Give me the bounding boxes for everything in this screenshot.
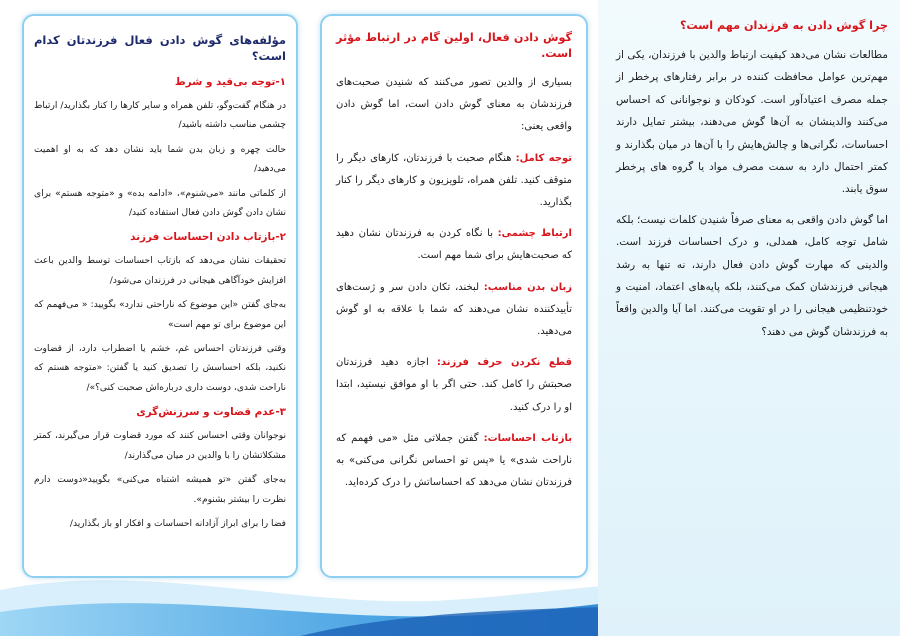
desc-no-interrupt: اجازه دهید فرزندتان صحبتش را کامل کند. حتی اگر با او موافق نیستید، ابتدا او را درک کنید. [336, 357, 572, 413]
term-no-interrupt: قطع نکردن حرف فرزند: [436, 357, 573, 369]
section-heading-2: ۲-بازتاب دادن احساسات فرزند [130, 231, 286, 244]
list-item-full-attention [336, 148, 572, 215]
term-eye-contact: ارتباط چشمی: [497, 228, 572, 240]
section-heading-3: ۳-عدم قضاوت و سرزنش‌گری [136, 406, 286, 419]
right-column [598, 0, 900, 636]
section-heading-1: ۱-توجه بی‌قید و شرط [174, 76, 286, 88]
right-column-title: چرا گوش دادن به فرزندان مهم است؟ [679, 19, 888, 32]
term-body-language: زبان بدن مناسب: [483, 281, 572, 293]
right-paragraph-1: مطالعات نشان می‌دهد کیفیت ارتباط والدین با فرزندان، یکی از مهم‌ترین عوامل محافظت کننده در برابر رفتارهای پرخطر از جمله مصرف اعتیادآور است. کودکان و نوجوانانی که احساس می‌کنند والدینشان به آن‌ها گوش می‌دهند، بیشتر تمایل دارند احساسات، نگرانی‌ها و چالش‌هایش را با آن‌ها در میان بگذارند و کمتر احتمال دارد به سمت مصرف مواد یا گروه های پرخطر سوق یابند. [616, 49, 888, 196]
list-item: نوجوانان وقتی احساس کنند که مورد قضاوت قرار می‌گیرند، کمتر مشکلاتشان را با والدین در میان می‌گذارند/ [34, 431, 286, 461]
list-item-reflect-feelings [336, 428, 572, 495]
term-reflect-feelings: بازتاب احساسات: [483, 432, 572, 444]
list-item: حالت چهره و زبان بدن شما باید نشان دهد که به او اهمیت می‌دهید/ [34, 144, 286, 175]
list-item: به‌جای گفتن «این موضوع که ناراحتی ندارد» بگویید: « می‌فهمم که این موضوع برای تو مهم است» [34, 300, 286, 330]
right-paragraph-2: اما گوش دادن واقعی به معنای صرفاً شنیدن کلمات نیست؛ بلکه شامل توجه کامل، همدلی، و درک احساسات فرزند است. والدینی که مهارت گوش دادن فعال دارند، نه تنها به رشد هیجانی فرزندشان کمک می‌کنند، بلکه پایه‌های اعتماد، امنیت و خودتنظیمی هیجانی را در او تقویت می‌کنند. اما آیا والدین واقعاً به فرزندشان گوش می دهند؟ [616, 213, 888, 338]
list-item-no-interrupt [336, 352, 572, 419]
list-item: فضا را برای ابراز آزادانه احساسات و افکار او باز بگذارید/ [69, 518, 286, 529]
desc-full-attention: هنگام صحبت با فرزندتان، کارهای دیگر را متوقف کنید. تلفن همراه، تلویزیون و کارهای دیگر را کنار بگذارید. [336, 152, 572, 209]
middle-intro: بسیاری از والدین تصور می‌کنند که شنیدن صحبت‌های فرزندشان به معنای گوش دادن است، اما گوش دادن واقعی یعنی: [336, 77, 572, 133]
desc-reflect-feelings: گفتن جملاتی مثل «می فهمم که ناراحت شدی» یا «پس تو احساس نگرانی می‌کنی» به فرزندتان نشان می‌دهد که احساساتش را درک کرده‌اید. [336, 432, 572, 489]
middle-card-title: گوش دادن فعال، اولین گام در ارتباط مؤثر است. [336, 31, 572, 60]
desc-body-language: لبخند، تکان دادن سر و ژست‌های تأییدکننده نشان می‌دهند که شما با علاقه به او گوش می‌دهید. [336, 281, 572, 338]
term-full-attention: توجه کامل: [515, 152, 572, 164]
list-item: در هنگام گفت‌وگو، تلفن همراه و سایر کارها را کنار بگذارید/ ارتباط چشمی مناسب داشته باشید/ [34, 101, 286, 131]
list-item-eye-contact [336, 223, 572, 267]
list-item-body-language [336, 277, 572, 344]
list-item: به‌جای گفتن «تو همیشه اشتباه می‌کنی» بگویید«دوست دارم نظرت را بیشتر بشنوم». [34, 475, 286, 505]
left-card-title: مؤلفه‌های گوش دادن فعال فرزندتان کدام است؟ [34, 33, 286, 63]
left-card [22, 14, 298, 578]
list-item: وقتی فرزندتان احساس غم، خشم یا اضطراب دارد، از قضاوت نکنید، بلکه احساسش را تصدیق کنید یا گفتن: «متوجه هستم که ناراحت شدی، دوست داری درباره‌اش صحبت کنی؟»/ [34, 344, 286, 393]
middle-card [320, 14, 588, 578]
list-item: تحقیقات نشان می‌دهد که بازتاب احساسات توسط والدین باعث افزایش خودآگاهی هیجانی در فرزندان می‌شود/ [34, 256, 286, 286]
desc-eye-contact: با نگاه کردن به فرزندتان نشان دهید که صحبت‌هایش برای شما مهم است. [336, 228, 572, 262]
list-item: از کلماتی مانند «می‌شنوم»، «ادامه بده» و «متوجه هستم» برای نشان دادن گوش دادن فعال استفاده کنید/ [34, 188, 286, 219]
